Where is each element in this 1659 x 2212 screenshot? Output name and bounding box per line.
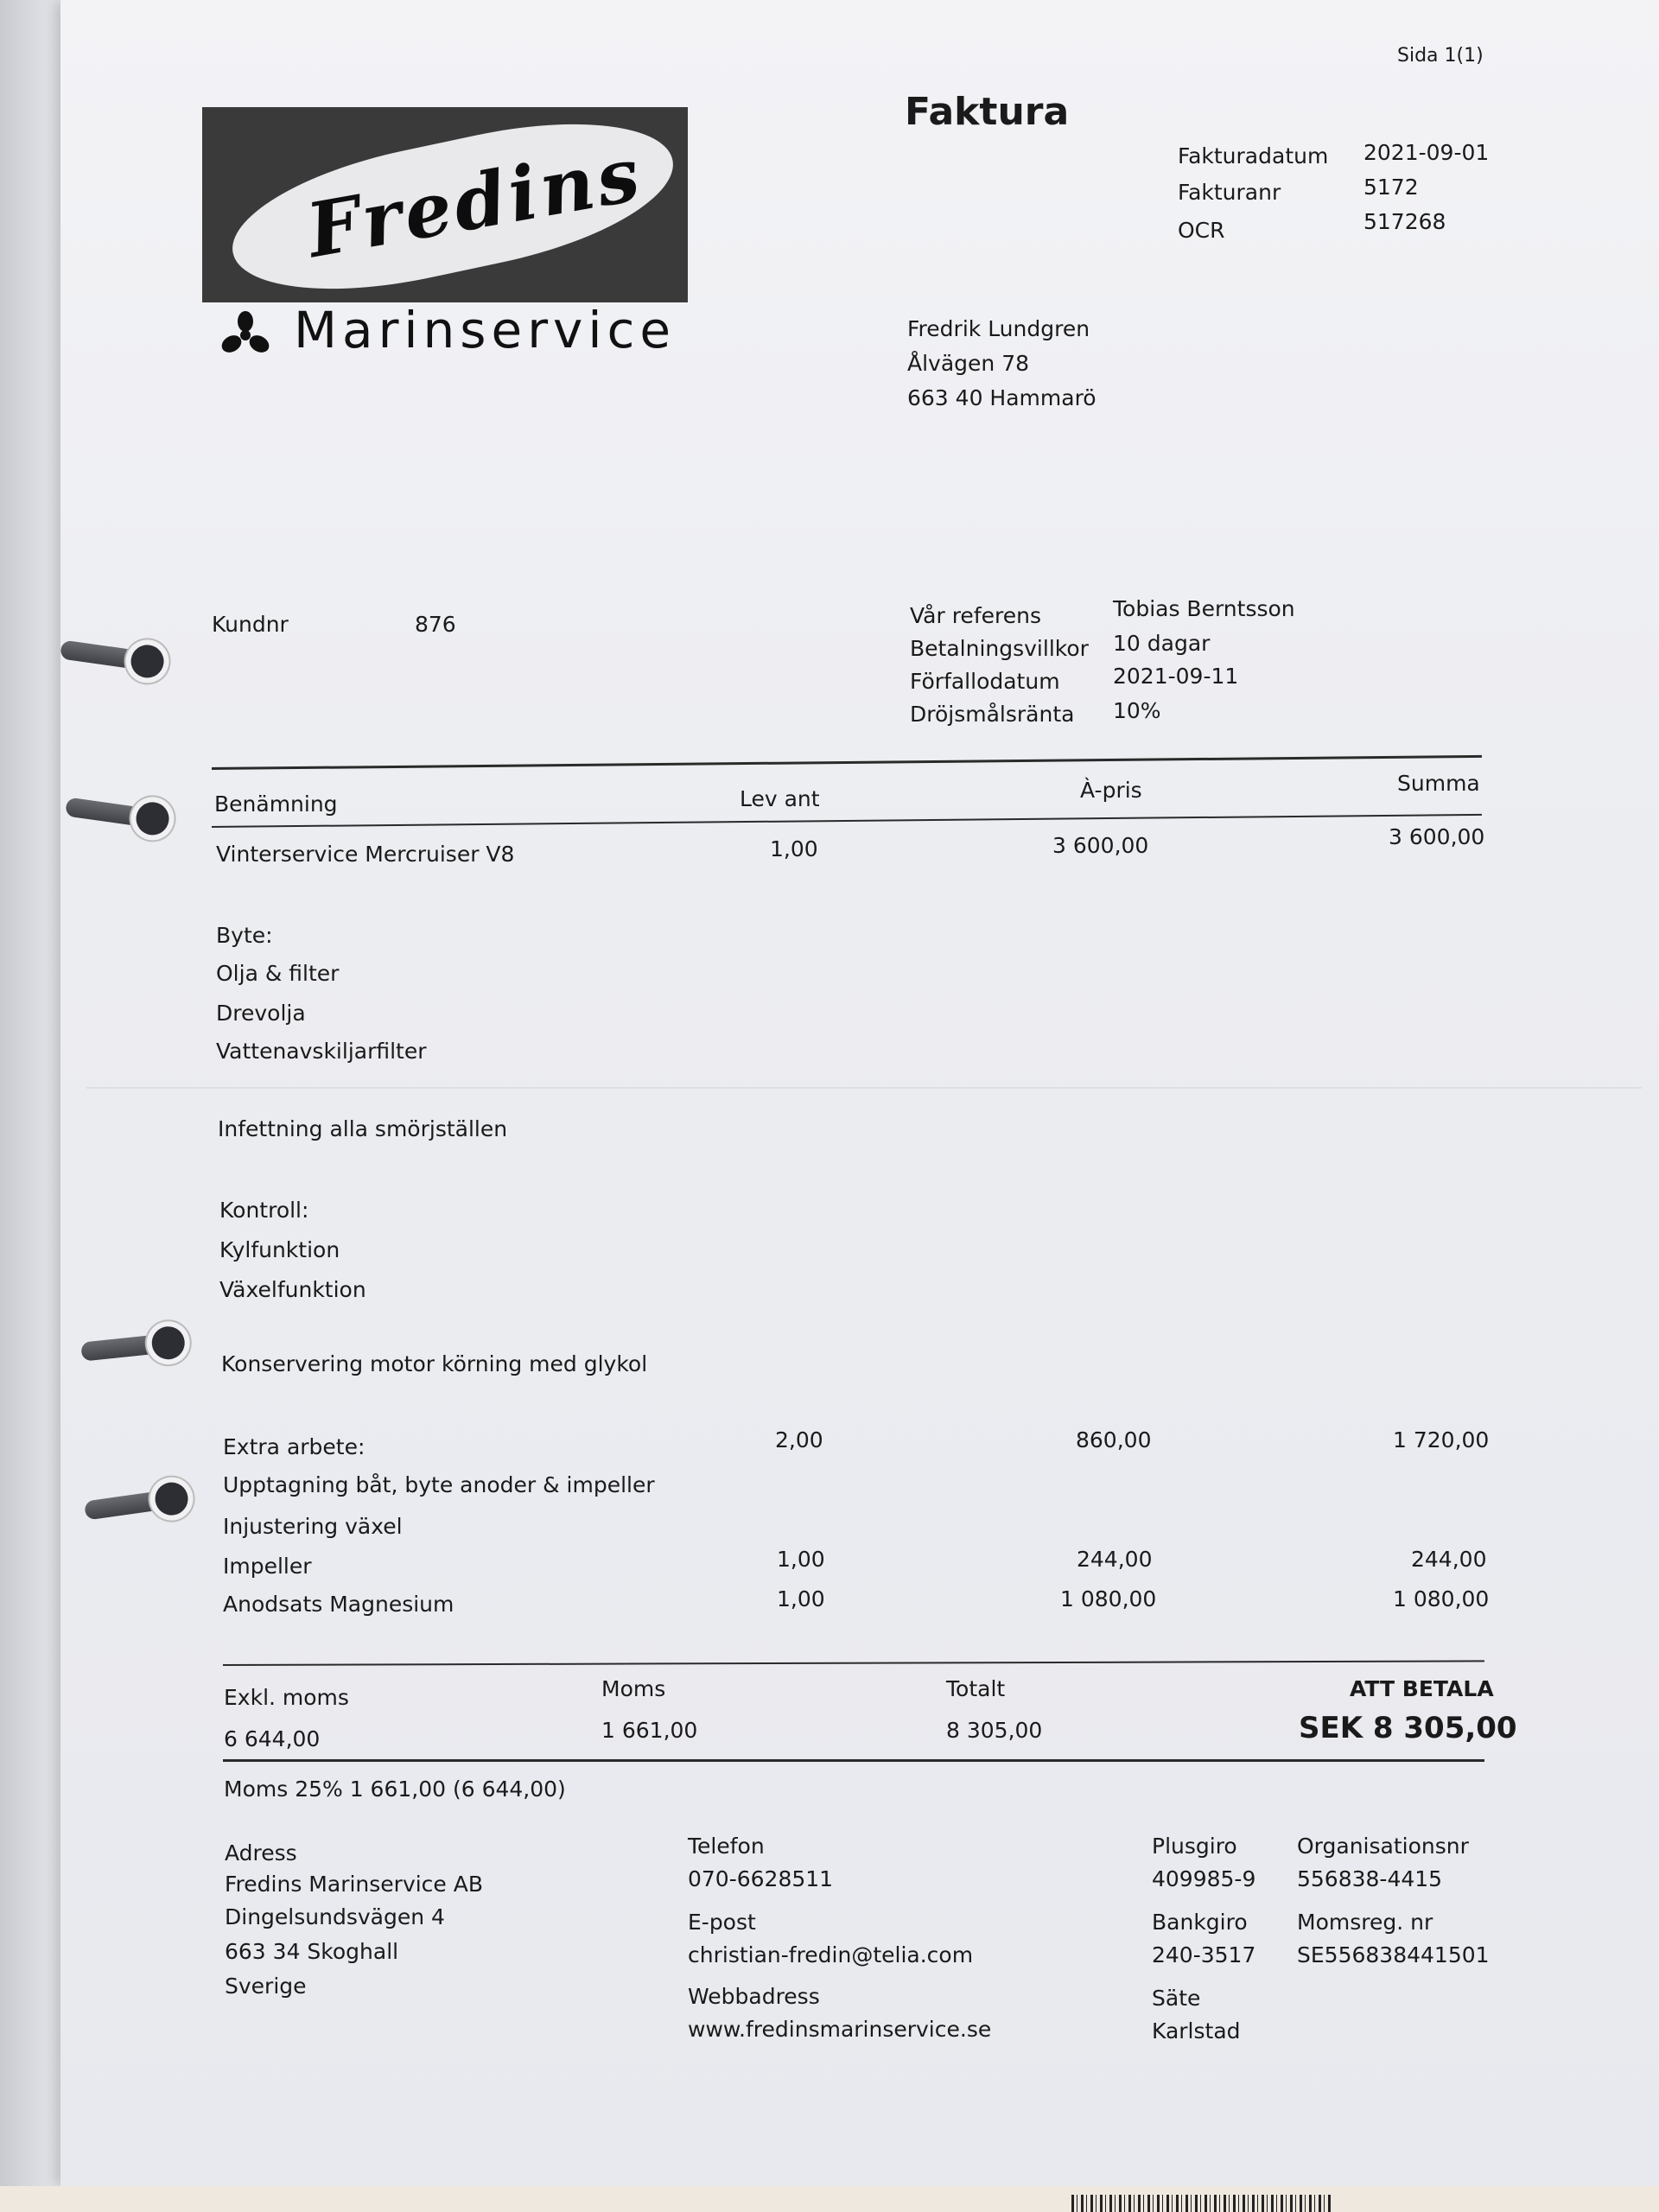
footer-web: www.fredinsmarinservice.se — [688, 2017, 992, 2042]
note-injustering: Injustering växel — [223, 1514, 403, 1539]
note-drev: Drevolja — [216, 1001, 306, 1026]
row-anod-sum: 1 080,00 — [1393, 1586, 1490, 1611]
totalt-label: Totalt — [946, 1676, 1006, 1701]
row-service-name: Vinterservice Mercruiser V8 — [216, 842, 515, 867]
row-extra-price: 860,00 — [1076, 1427, 1152, 1452]
row-extra-sum: 1 720,00 — [1393, 1427, 1490, 1452]
footer-email-label: E-post — [688, 1910, 756, 1935]
underlying-paper — [0, 2186, 1659, 2212]
footer-address-country: Sverige — [225, 1974, 307, 1999]
logo-wordmark: Fredins — [301, 130, 650, 276]
header-price: À-pris — [1080, 778, 1142, 803]
note-konservering: Konservering motor körning med glykol — [221, 1351, 648, 1376]
footer-plusgiro: 409985-9 — [1152, 1866, 1256, 1891]
row-impeller-sum: 244,00 — [1411, 1547, 1487, 1572]
note-infettning: Infettning alla smörjställen — [218, 1116, 508, 1141]
page-number: Sida 1(1) — [1397, 45, 1484, 67]
footer-email: christian-fredin@telia.com — [688, 1942, 974, 1967]
company-logo — [202, 107, 688, 302]
footer-vatreg: SE556838441501 — [1297, 1942, 1490, 1967]
note-kontroll: Kontroll: — [219, 1198, 309, 1223]
row-service-sum: 3 600,00 — [1389, 824, 1485, 849]
footer-bankgiro: 240-3517 — [1152, 1942, 1256, 1967]
due-date-label: Förfallodatum — [910, 669, 1060, 694]
totalt-value: 8 305,00 — [946, 1718, 1043, 1743]
footer-bankgiro-label: Bankgiro — [1152, 1910, 1248, 1935]
row-impeller-price: 244,00 — [1077, 1547, 1153, 1572]
row-anod-name: Anodsats Magnesium — [223, 1592, 454, 1617]
footer-address-street: Dingelsundsvägen 4 — [225, 1904, 445, 1929]
propeller-icon — [218, 311, 273, 354]
row-impeller-qty: 1,00 — [777, 1547, 825, 1572]
recipient-street: Ålvägen 78 — [907, 351, 1030, 376]
moms-label: Moms — [601, 1676, 666, 1701]
totals-bottom-rule — [223, 1759, 1484, 1762]
row-anod-qty: 1,00 — [777, 1586, 825, 1611]
payment-terms-value: 10 dagar — [1113, 631, 1211, 656]
paper-fold — [86, 1087, 1642, 1089]
row-anod-price: 1 080,00 — [1060, 1586, 1157, 1611]
footer-address-city: 663 34 Skoghall — [225, 1939, 399, 1964]
row-extra-name: Extra arbete: — [223, 1434, 365, 1459]
note-kylfunktion: Kylfunktion — [219, 1237, 340, 1262]
note-vatten: Vattenavskiljarfilter — [216, 1039, 427, 1064]
note-olja: Olja & filter — [216, 961, 340, 986]
footer-phone: 070-6628511 — [688, 1866, 834, 1891]
footer-seat: Karlstad — [1152, 2018, 1241, 2044]
footer-address-company: Fredins Marinservice AB — [225, 1872, 484, 1897]
reference-value: Tobias Berntsson — [1113, 596, 1295, 621]
invoice-number-label: Fakturanr — [1178, 180, 1281, 205]
footer-web-label: Webbadress — [688, 1984, 820, 2009]
row-extra-qty: 2,00 — [775, 1427, 823, 1452]
footer-seat-label: Säte — [1152, 1986, 1201, 2011]
recipient-name: Fredrik Lundgren — [907, 316, 1090, 341]
row-impeller-name: Impeller — [223, 1554, 312, 1579]
note-upptagning: Upptagning båt, byte anoder & impeller — [223, 1472, 655, 1497]
invoice-date-value: 2021-09-01 — [1363, 140, 1490, 165]
row-service-qty: 1,00 — [770, 836, 818, 861]
exkl-value: 6 644,00 — [224, 1726, 321, 1751]
footer-plusgiro-label: Plusgiro — [1152, 1834, 1237, 1859]
recipient-city: 663 40 Hammarö — [907, 385, 1096, 410]
note-byte: Byte: — [216, 923, 273, 948]
header-qty: Lev ant — [740, 786, 820, 811]
att-betala-value: SEK 8 305,00 — [1299, 1711, 1517, 1745]
note-vaxelfunktion: Växelfunktion — [219, 1277, 366, 1302]
customer-number-value: 876 — [415, 612, 456, 637]
header-name: Benämning — [214, 791, 338, 817]
logo-subtitle: Marinservice — [294, 301, 677, 359]
exkl-label: Exkl. moms — [224, 1685, 349, 1710]
late-interest-label: Dröjsmålsränta — [910, 702, 1075, 727]
footer-address-label: Adress — [225, 1840, 297, 1866]
vat-summary: Moms 25% 1 661,00 (6 644,00) — [224, 1777, 566, 1802]
ocr-label: OCR — [1178, 218, 1225, 243]
reference-label: Vår referens — [910, 603, 1041, 628]
invoice-title: Faktura — [905, 90, 1070, 134]
moms-value: 1 661,00 — [601, 1718, 698, 1743]
footer-org-label: Organisationsnr — [1297, 1834, 1469, 1859]
payment-terms-label: Betalningsvillkor — [910, 636, 1089, 661]
customer-number-label: Kundnr — [212, 612, 289, 637]
header-sum: Summa — [1397, 771, 1480, 796]
page-edge — [0, 0, 60, 2212]
row-service-price: 3 600,00 — [1052, 833, 1149, 858]
ocr-value: 517268 — [1363, 209, 1446, 234]
footer-phone-label: Telefon — [688, 1834, 765, 1859]
invoice-number-value: 5172 — [1363, 175, 1419, 200]
barcode-fragment — [1071, 2195, 1331, 2212]
footer-vatreg-label: Momsreg. nr — [1297, 1910, 1433, 1935]
footer-org: 556838-4415 — [1297, 1866, 1443, 1891]
due-date-value: 2021-09-11 — [1113, 664, 1239, 689]
late-interest-value: 10% — [1113, 698, 1161, 723]
invoice-date-label: Fakturadatum — [1178, 143, 1329, 168]
att-betala-label: ATT BETALA — [1350, 1676, 1494, 1701]
